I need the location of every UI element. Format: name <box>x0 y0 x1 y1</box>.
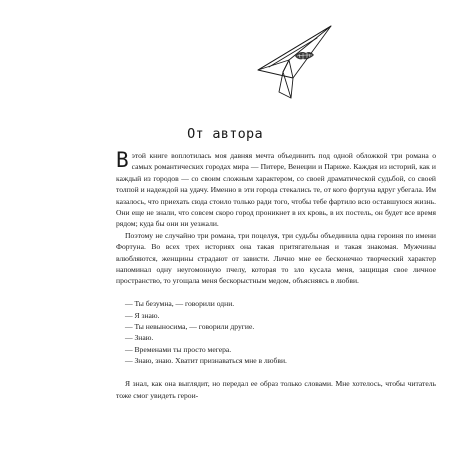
dialog-line: — Я знаю. <box>125 310 160 320</box>
paragraph-2: Поэтому не случайно три романа, три поцелуя, три судьбы объединила одна героиня по имени Фортуна. Во всех трех историях она такая притягательная и такая знакомая. Мужчины влюбляются, женщины страдают от зависти. Лично мне ее бесконечно творческий характер напоминал одну неугомонную пчелу, которая то зло кусала меня, защищая свое личное пространство, то угощала меня бескорыстным медом, объясняясь в любви. <box>116 230 436 286</box>
text-body <box>116 150 436 401</box>
spacer <box>116 367 436 378</box>
intro-text: этой книге воплотилась моя давняя мечта объединить под одной обложкой три романа о самых романтических городах мира — Питере, Венеции и Париже. Каждая из историй, как и каждый из городов — со своим сложным характером, со своей драматической судьбой, со своей толпой и надеждой на удачу. Именно в эти города стекались те, от кого фортуна вдруг убегала. Им казалось, что приехать сюда стоило только ради того, чтобы тебе фартило всю оставшуюся жизнь. Они еще не знали, что совсем скоро город проникнет в их кровь, в их постель, он будет все время рядом; куда бы они ни уезжали. <box>116 151 436 229</box>
dialog-line: — Ты безумна, — говорили одни. <box>125 299 235 309</box>
dialog-line: — Ты невыносима, — говорили другие. <box>125 322 255 332</box>
paragraph-last: Я знал, как она выглядит, но передал ее образ только словами. Мне хотелось, чтобы читатель тоже смог увидеть герои- <box>116 379 436 400</box>
dialog-line: — Знаю, знаю. Хватит признаваться мне в любви. <box>125 356 287 366</box>
drop-cap: В <box>116 148 129 172</box>
section-heading: От автора <box>187 126 263 142</box>
paper-plane-icon <box>255 22 335 102</box>
intro-paragraph <box>116 150 436 230</box>
spacer <box>116 287 436 298</box>
dialog-line: — Временами ты просто мегера. <box>125 344 232 354</box>
dialog-line: — Знаю. <box>125 333 154 343</box>
